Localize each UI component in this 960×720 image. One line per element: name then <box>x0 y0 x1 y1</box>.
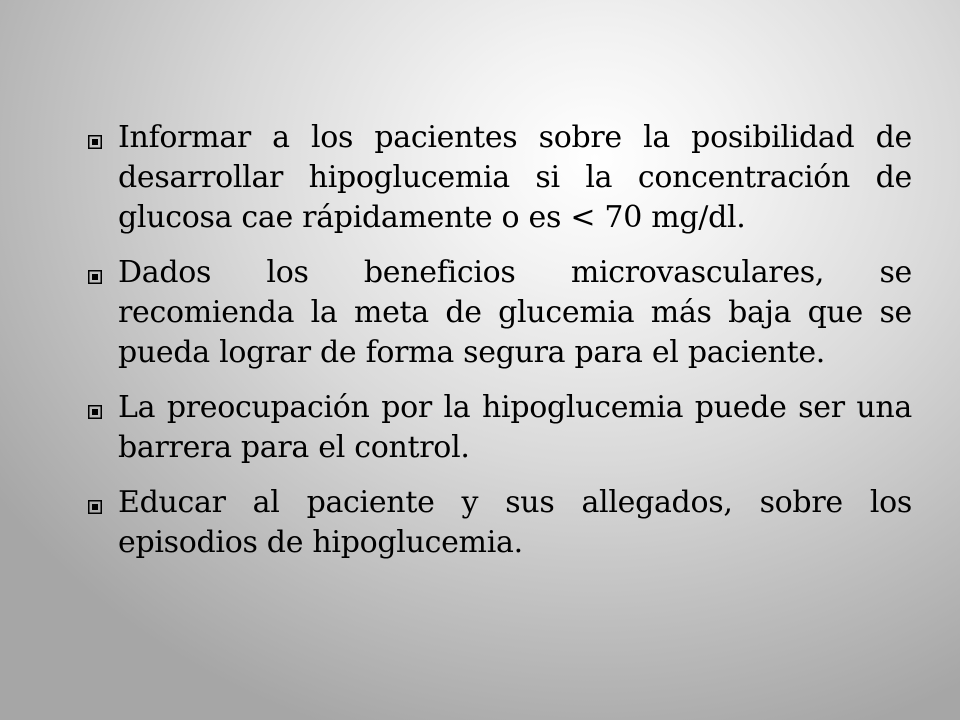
boxed-square-icon <box>88 127 118 157</box>
bullet-text: Educar al paciente y sus allegados, sobre los episodios de hipoglucemia. <box>118 485 912 560</box>
boxed-square-icon <box>88 492 118 522</box>
bullet-text: La preocupación por la hipoglucemia puede ser una barrera para el control. <box>118 390 912 465</box>
boxed-square-icon <box>88 262 118 292</box>
bullet-item <box>88 483 912 563</box>
bullet-item <box>88 388 912 468</box>
bullet-text: Dados los beneficios microvasculares, se recomienda la meta de glucemia más baja que se pueda lograr de forma segura para el paciente. <box>118 255 912 370</box>
bullet-item <box>88 253 912 373</box>
bullet-item <box>88 118 912 238</box>
bullet-list <box>88 118 912 578</box>
bullet-text: Informar a los pacientes sobre la posibilidad de desarrollar hipoglucemia si la concentración de glucosa cae rápidamente o es < 70 mg/dl. <box>118 120 912 235</box>
boxed-square-icon <box>88 397 118 427</box>
